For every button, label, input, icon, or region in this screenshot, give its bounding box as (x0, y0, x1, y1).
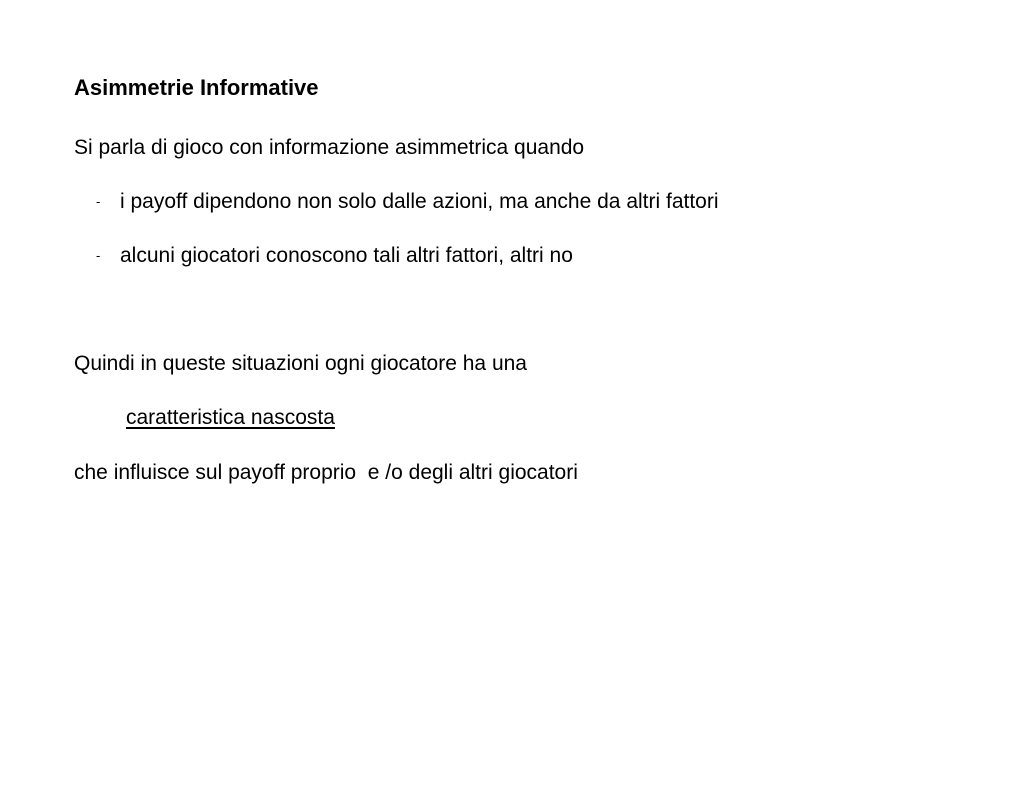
bullet-text: i payoff dipendono non solo dalle azioni, ma anche da altri fattori (120, 190, 719, 213)
paragraph-end: che influisce sul payoff proprio e /o degli altri giocatori (74, 461, 578, 484)
intro-text: Si parla di gioco con informazione asimmetrica quando (74, 136, 585, 159)
paragraph-lead: Quindi in queste situazioni ogni giocatore ha una (74, 352, 527, 375)
slide-title: Asimmetrie Informative (74, 75, 319, 100)
bullet-text: alcuni giocatori conoscono tali altri fattori, altri no (120, 244, 573, 267)
bullet-marker: - (96, 194, 101, 209)
emphasis-text: caratteristica nascosta (126, 406, 335, 429)
bullet-marker: - (96, 248, 101, 263)
bullet-item (96, 243, 573, 271)
bullet-item (96, 189, 719, 217)
